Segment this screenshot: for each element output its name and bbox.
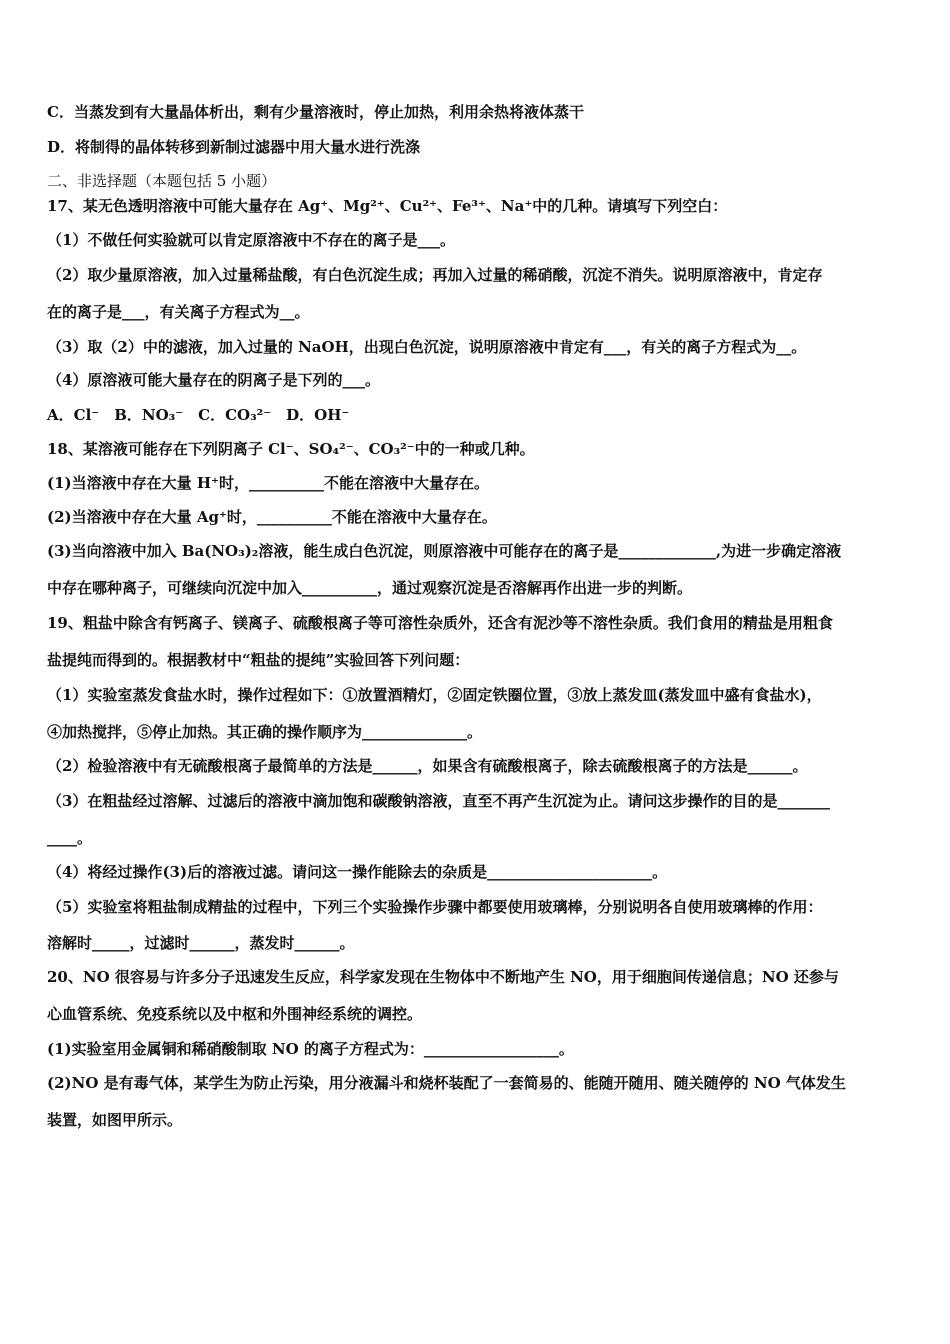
q17-options: A．Cl⁻ B．NO₃⁻ C．CO₃²⁻ D．OH⁻ [47,406,350,424]
q20-part2-cont: 装置，如图甲所示。 [47,1111,183,1129]
q20-part2: (2)NO 是有毒气体，某学生为防止污染，用分液漏斗和烧杯装配了一套简易的、能随开随用、随关随停的 NO 气体发生 [47,1074,846,1092]
q18-part1: (1)当溶液中存在大量 H⁺时，__________不能在溶液中大量存在。 [47,474,489,492]
q19-part1-cont: ④加热搅拌，⑤停止加热。其正确的操作顺序为______________。 [47,723,483,741]
section-heading: 二、非选择题（本题包括 5 小题） [47,172,277,190]
q20-part1: (1)实验室用金属铜和稀硝酸制取 NO 的离子方程式为：__________________。 [47,1040,574,1058]
q19-part5: （5）实验室将粗盐制成精盐的过程中，下列三个实验操作步骤中都要使用玻璃棒，分别说明各自使用玻璃棒的作用： [47,898,823,916]
q19-part4: （4）将经过操作(3)后的溶液过滤。请问这一操作能除去的杂质是______________________。 [47,863,668,881]
q18-part3: (3)当向溶液中加入 Ba(NO₃)₂溶液，能生成白色沉淀，则原溶液中可能存在的离子是_____________,为进一步确定溶液 [47,542,842,560]
q17-part2-cont: 在的离子是___，有关离子方程式为__。 [47,303,310,321]
q19-part2: （2）检验溶液中有无硫酸根离子最简单的方法是______，如果含有硫酸根离子，除去硫酸根离子的方法是______。 [47,757,808,775]
q19-part5-cont: 溶解时_____，过滤时______，蒸发时______。 [47,934,355,952]
q17-stem: 17、某无色透明溶液中可能大量存在 Ag⁺、Mg²⁺、Cu²⁺、Fe³⁺、Na⁺中的几种。请填写下列空白： [47,197,728,215]
q19-part3-cont: ____。 [47,829,93,847]
q17-part1: （1）不做任何实验就可以肯定原溶液中不存在的离子是___。 [47,231,455,249]
q17-part2: （2）取少量原溶液，加入过量稀盐酸，有白色沉淀生成；再加入过量的稀硝酸，沉淀不消失。说明原溶液中，肯定存 [47,266,823,284]
q18-part2: (2)当溶液中存在大量 Ag⁺时，__________不能在溶液中大量存在。 [47,508,497,526]
q18-part3-cont: 中存在哪种离子，可继续向沉淀中加入__________，通过观察沉淀是否溶解再作出进一步的判断。 [47,579,693,597]
q18-stem: 18、某溶液可能存在下列阴离子 Cl⁻、SO₄²⁻、CO₃²⁻中的一种或几种。 [47,440,535,458]
q19-part3: （3）在粗盐经过溶解、过滤后的溶液中滴加饱和碳酸钠溶液，直至不再产生沉淀为止。请问这步操作的目的是_______ [47,792,830,810]
q20-stem: 20、NO 很容易与许多分子迅速发生反应，科学家发现在生物体中不断地产生 NO，用于细胞间传递信息；NO 还参与 [47,968,839,986]
option-c: C．当蒸发到有大量晶体析出，剩有少量溶液时，停止加热，利用余热将液体蒸干 [47,103,584,121]
q17-part3: （3）取（2）中的滤液，加入过量的 NaOH，出现白色沉淀，说明原溶液中肯定有___，有关的离子方程式为__。 [47,338,807,356]
q17-part4: （4）原溶液可能大量存在的阴离子是下列的___。 [47,371,380,389]
q19-part1: （1）实验室蒸发食盐水时，操作过程如下：①放置酒精灯，②固定铁圈位置，③放上蒸发皿(蒸发皿中盛有食盐水)， [47,686,822,704]
q20-stem-cont: 心血管系统、免疫系统以及中枢和外围神经系统的调控。 [47,1005,423,1023]
q19-stem-cont: 盐提纯而得到的。根据教材中“粗盐的提纯”实验回答下列问题： [47,651,470,669]
option-d: D．将制得的晶体转移到新制过滤器中用大量水进行洗涤 [47,138,421,156]
q19-stem: 19、粗盐中除含有钙离子、镁离子、硫酸根离子等可溶性杂质外，还含有泥沙等不溶性杂质。我们食用的精盐是用粗食 [47,614,833,632]
